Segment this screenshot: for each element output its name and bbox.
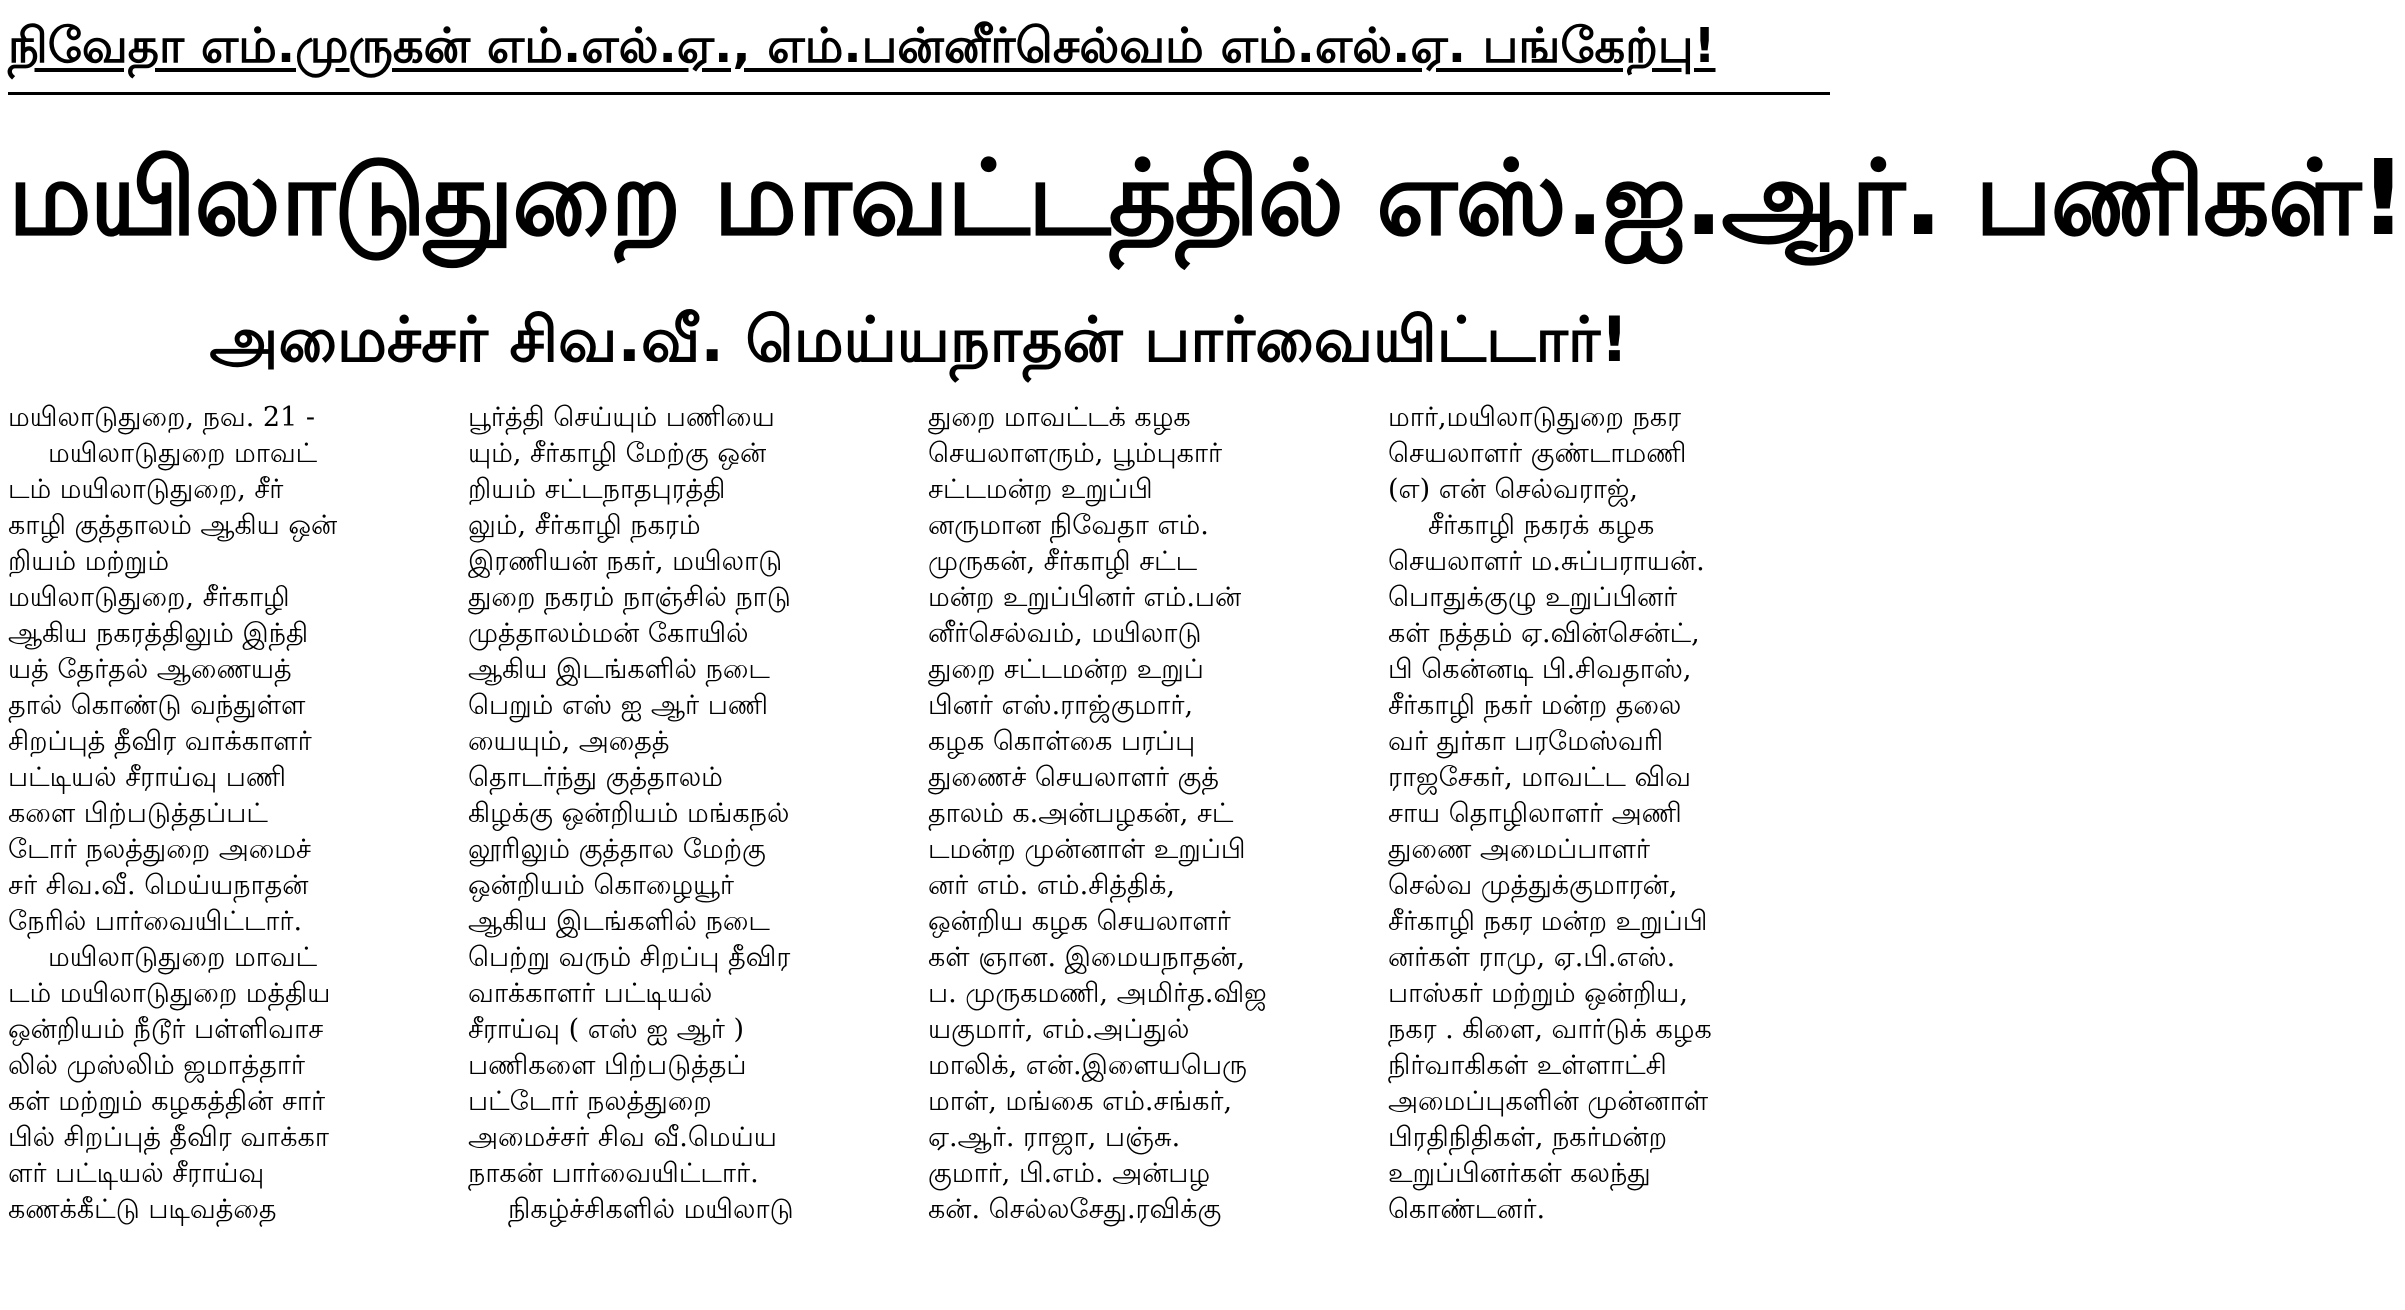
article-line: டம் மயிலாடுதுறை மத்திய <box>8 978 331 1009</box>
article-line: மயிலாடுதுறை மாவட் <box>48 942 318 973</box>
article-line: பி கென்னடி பி.சிவதாஸ், <box>1388 654 1692 685</box>
article-line: சட்டமன்ற உறுப்பி <box>928 474 1153 505</box>
article-line: நாகன் பார்வையிட்டார். <box>468 1158 759 1189</box>
article-line: பட்டோர் நலத்துறை <box>468 1086 712 1117</box>
main-headline: மயிலாடுதுறை மாவட்டத்தில் எஸ்.ஐ.ஆர். பணிகள்! <box>8 137 2405 259</box>
article-line: ஒன்றிய கழக செயலாளர் <box>928 906 1231 937</box>
article-line: மார்,மயிலாடுதுறை நகர <box>1388 402 1682 433</box>
article-line: னர் எம். எம்.சித்திக், <box>928 870 1175 901</box>
article-line: கிழக்கு ஒன்றியம் மங்கநல் <box>468 798 790 829</box>
article-line: இரணியன் நகர், மயிலாடு <box>468 546 783 577</box>
article-line: துறை நகரம் நாஞ்சில் நாடு <box>468 582 791 613</box>
article-line: றியம் சட்டநாதபுரத்தி <box>468 474 726 505</box>
article-column-1 <box>8 400 450 1308</box>
article-line: நேரில் பார்வையிட்டார். <box>8 906 303 937</box>
article-line: நிகழ்ச்சிகளில் மயிலாடு <box>508 1194 794 1225</box>
article-line: மயிலாடுதுறை, சீர்காழி <box>8 582 290 613</box>
article-line: கள் மற்றும் கழகத்தின் சார் <box>8 1086 326 1117</box>
article-line: ஆகிய நகரத்திலும் இந்தி <box>8 618 309 649</box>
article-line: லூரிலும் குத்தால மேற்கு <box>468 834 766 865</box>
article-line: பாஸ்கர் மற்றும் ஒன்றிய, <box>1388 978 1688 1009</box>
article-line: தால் கொண்டு வந்துள்ள <box>8 690 306 721</box>
article-line: பொதுக்குழு உறுப்பினர் <box>1388 582 1678 613</box>
divider-rule <box>8 92 1830 95</box>
article-line: துணைச் செயலாளர் குத் <box>928 762 1219 793</box>
article-line: டமன்ற முன்னாள் உறுப்பி <box>928 834 1246 865</box>
article-line: னர்கள் ராமு, ஏ.பி.எஸ். <box>1388 942 1676 973</box>
article-line: தொடர்ந்து குத்தாலம் <box>468 762 723 793</box>
article-line: னீர்செல்வம், மயிலாடு <box>928 618 1202 649</box>
article-line: ஒன்றியம் நீடூர் பள்ளிவாச <box>8 1014 324 1045</box>
article-line: லும், சீர்காழி நகரம் <box>468 510 701 541</box>
article-line: மாள், மங்கை எம்.சங்கர், <box>928 1086 1233 1117</box>
article-line: பினர் எஸ்.ராஜ்குமார், <box>928 690 1194 721</box>
article-line: கணக்கீட்டு படிவத்தை <box>8 1194 277 1225</box>
article-line: களை பிற்படுத்தப்பட் <box>8 798 268 829</box>
article-line: தாலம் க.அன்பழகன், சட் <box>928 798 1234 829</box>
article-line: நிர்வாகிகள் உள்ளாட்சி <box>1388 1050 1667 1081</box>
article-line: செயலாளர் குண்டாமணி <box>1388 438 1687 469</box>
article-line: னருமான நிவேதா எம். <box>928 510 1209 541</box>
article-line: பணிகளை பிற்படுத்தப் <box>468 1050 747 1081</box>
article-column-3 <box>928 400 1370 1308</box>
article-line: செயலாளர் ம.சுப்பராயன். <box>1388 546 1705 577</box>
article-line: முருகன், சீர்காழி சட்ட <box>928 546 1198 577</box>
article-line: துறை சட்டமன்ற உறுப் <box>928 654 1204 685</box>
article-line: குமார், பி.எம். அன்பழ <box>928 1158 1211 1189</box>
article-line: சாய தொழிலாளர் அணி <box>1388 798 1682 829</box>
article-line: பெற்று வரும் சிறப்பு தீவிர <box>468 942 791 973</box>
article-line: உறுப்பினர்கள் கலந்து <box>1388 1158 1651 1189</box>
article-line: பிரதிநிதிகள், நகர்மன்ற <box>1388 1122 1667 1153</box>
article-line: ப. முருகமணி, அமிர்த.விஜ <box>928 978 1267 1009</box>
article-line: துணை அமைப்பாளர் <box>1388 834 1650 865</box>
article-line: சர் சிவ.வீ. மெய்யநாதன் <box>8 870 309 901</box>
article-line: செல்வ முத்துக்குமாரன், <box>1388 870 1678 901</box>
article-line: வாக்காளர் பட்டியல் <box>468 978 713 1009</box>
article-line: யும், சீர்காழி மேற்கு ஒன் <box>468 438 767 469</box>
article-line: மாலிக், என்.இளையபெரு <box>928 1050 1248 1081</box>
article-line: ஒன்றியம் கொழையூர் <box>468 870 735 901</box>
article-line: வர் துர்கா பரமேஸ்வரி <box>1388 726 1664 757</box>
article-line: றியம் மற்றும் <box>8 546 170 577</box>
article-line: சீர்காழி நகரக் கழக <box>1428 510 1655 541</box>
article-line: சீர்காழி நகர் மன்ற தலை <box>1388 690 1682 721</box>
article-line: மன்ற உறுப்பினர் எம்.பன் <box>928 582 1242 613</box>
article-line: பூர்த்தி செய்யும் பணியை <box>468 402 775 433</box>
article-line: சிறப்புத் தீவிர வாக்காளர் <box>8 726 312 757</box>
article-line: கள் நத்தம் ஏ.வின்சென்ட், <box>1388 618 1700 649</box>
article-line: கள் ஞான. இமையநாதன், <box>928 942 1246 973</box>
article-line: பெறும் எஸ் ஐ ஆர் பணி <box>468 690 768 721</box>
article-line: ஏ.ஆர். ராஜா, பஞ்சு. <box>928 1122 1181 1153</box>
article-line: ராஜசேகர், மாவட்ட விவ <box>1388 762 1692 793</box>
article-line: பட்டியல் சீராய்வு பணி <box>8 762 287 793</box>
article-line: யகுமார், எம்.அப்துல் <box>928 1014 1190 1045</box>
article-line: மயிலாடுதுறை மாவட் <box>48 438 318 469</box>
article-line: மயிலாடுதுறை, நவ. 21 - <box>8 402 315 433</box>
article-column-2 <box>468 400 910 1308</box>
article-line: பில் சிறப்புத் தீவிர வாக்கா <box>8 1122 329 1153</box>
article-line: டம் மயிலாடுதுறை, சீர் <box>8 474 284 505</box>
article-line: டோர் நலத்துறை அமைச் <box>8 834 311 865</box>
article-line: லில் முஸ்லிம் ஜமாத்தார் <box>8 1050 306 1081</box>
article-line: ஆகிய இடங்களில் நடை <box>468 906 770 937</box>
article-body <box>8 400 1830 1308</box>
article-line: ளர் பட்டியல் சீராய்வு <box>8 1158 265 1189</box>
article-line: கன். செல்லசேது.ரவிக்கு <box>928 1194 1222 1225</box>
article-line: கழக கொள்கை பரப்பு <box>928 726 1196 757</box>
article-line: சீராய்வு ( எஸ் ஐ ஆர் ) <box>468 1014 744 1045</box>
article-line: காழி குத்தாலம் ஆகிய ஒன் <box>8 510 338 541</box>
article-line: நகர . கிளை, வார்டுக் கழக <box>1388 1014 1712 1045</box>
article-line: அமைச்சர் சிவ வீ.மெய்ய <box>468 1122 777 1153</box>
sub-headline: அமைச்சர் சிவ.வீ. மெய்யநாதன் பார்வையிட்டார்! <box>209 303 1629 376</box>
article-line: யையும், அதைத் <box>468 726 670 757</box>
kicker-headline: நிவேதா எம்.முருகன் எம்.எல்.ஏ., எம்.பன்னீர்செல்வம் எம்.எல்.ஏ. பங்கேற்பு! <box>8 18 1716 74</box>
article-line: முத்தாலம்மன் கோயில் <box>468 618 749 649</box>
article-line: துறை மாவட்டக் கழக <box>928 402 1191 433</box>
article-line: யத் தேர்தல் ஆணையத் <box>8 654 292 685</box>
article-line: (எ) என் செல்வராஜ், <box>1388 474 1638 505</box>
article-line: கொண்டனர். <box>1388 1194 1546 1225</box>
article-line: சீர்காழி நகர மன்ற உறுப்பி <box>1388 906 1708 937</box>
article-line: அமைப்புகளின் முன்னாள் <box>1388 1086 1709 1117</box>
article-line: ஆகிய இடங்களில் நடை <box>468 654 770 685</box>
article-line: செயலாளரும், பூம்புகார் <box>928 438 1223 469</box>
article-column-4 <box>1388 400 1830 1308</box>
